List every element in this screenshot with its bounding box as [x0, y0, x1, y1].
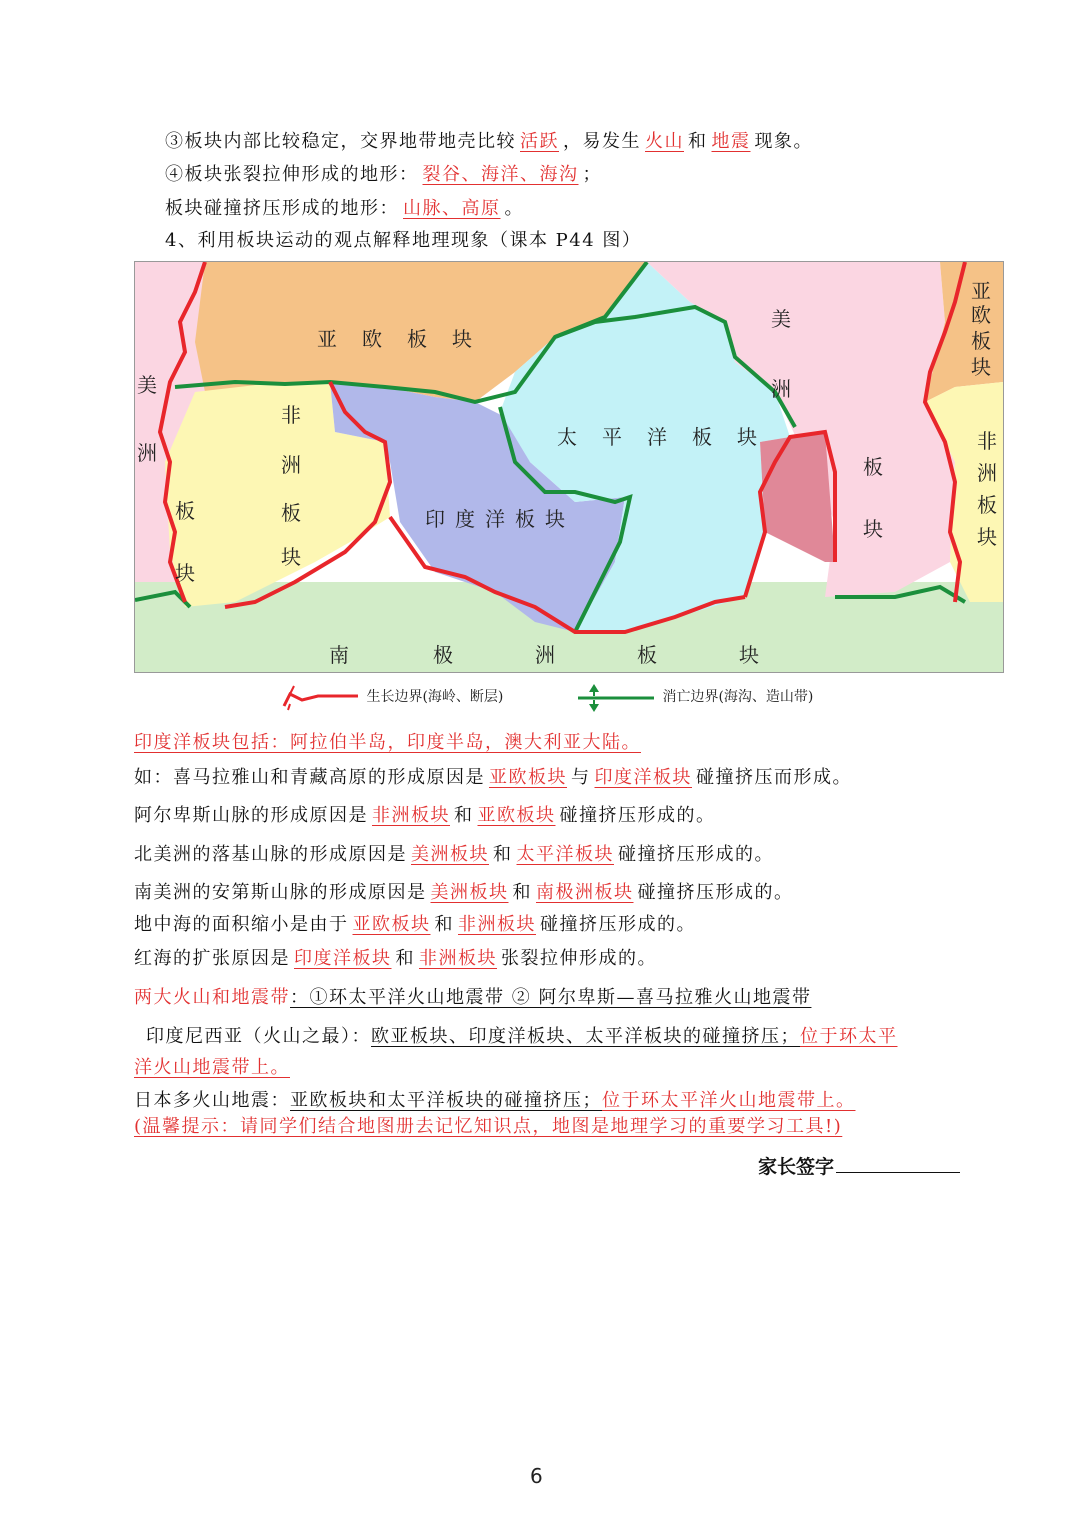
- subduction-boundary-icon: [574, 682, 658, 712]
- text: 北美洲的落基山脉的形成原因是: [134, 844, 407, 865]
- answer: 非洲板块: [372, 805, 450, 826]
- answer: 太平洋板块: [516, 844, 614, 865]
- answer: 非洲板块: [458, 914, 536, 935]
- label-char: 美: [137, 373, 157, 397]
- plate-map: [134, 261, 1004, 673]
- answer-active: 活跃: [520, 131, 559, 152]
- himalaya-line: [134, 766, 852, 790]
- label-char: 块: [977, 525, 997, 549]
- growth-boundary-icon: [278, 682, 362, 712]
- answer: 亚欧板块: [352, 914, 431, 935]
- tip-text: (温馨提示：请同学们结合地图册去记忆知识点，地图是地理学习的重要学习工具!): [134, 1116, 843, 1137]
- label-char: 块: [971, 355, 991, 379]
- label-char: 洋: [647, 425, 667, 449]
- page-number: 6: [530, 1464, 543, 1488]
- text: ④板块张裂拉伸形成的地形：: [165, 164, 419, 185]
- legend-growth-label: 生长边界(海岭、断层): [366, 689, 504, 705]
- label-char: 亚: [317, 327, 337, 351]
- label-char: 板: [977, 493, 997, 517]
- location: 位于环太平: [800, 1026, 898, 1047]
- answer-mountains: 山脉、高原: [403, 198, 501, 219]
- text: 碰撞挤压形成的。: [559, 805, 716, 826]
- label-char: 块: [452, 327, 472, 351]
- cause: 欧亚板块、印度洋板块、太平洋板块的碰撞挤压；: [371, 1026, 800, 1047]
- text: 板块碰撞挤压形成的地形：: [165, 198, 399, 219]
- point-3-line: [165, 130, 813, 154]
- text: 和: [454, 805, 474, 826]
- label-char: 块: [737, 425, 757, 449]
- label-char: 块: [281, 545, 301, 569]
- answer-rift: 裂谷、海洋、海沟: [422, 164, 579, 185]
- red-sea-line: [134, 947, 657, 971]
- legend-subduction: [574, 682, 813, 712]
- label-char: 板: [175, 499, 195, 523]
- label-char: 块: [863, 517, 883, 541]
- label-char: 洲: [977, 461, 997, 485]
- andes-line: [134, 881, 794, 905]
- answer: 非洲板块: [419, 948, 497, 969]
- nazca-plate-region: [760, 432, 835, 562]
- indian-plate-includes: [134, 731, 641, 755]
- rockies-line: [134, 843, 774, 867]
- belts-label: 两大火山和地震带: [134, 987, 290, 1008]
- point-4-line: [165, 163, 602, 187]
- text: 与: [571, 767, 591, 788]
- collision-landform-line: [165, 197, 524, 221]
- label-char: 板: [971, 329, 991, 353]
- label-char: 板: [692, 425, 712, 449]
- answer: 印度洋板块: [594, 767, 692, 788]
- answer: 亚欧板块: [477, 805, 556, 826]
- label-char: 欧: [362, 327, 382, 351]
- answer: 美洲板块: [411, 844, 489, 865]
- label-char: 欧: [971, 303, 991, 327]
- label-char: 板: [515, 507, 535, 531]
- label-char: 块: [175, 561, 195, 585]
- text: 南美洲的安第斯山脉的形成原因是: [134, 882, 427, 903]
- label-char: 美: [771, 307, 791, 331]
- label-char: 洋: [485, 507, 505, 531]
- text: 阿尔卑斯山脉的形成原因是: [134, 805, 368, 826]
- text: 和: [493, 844, 513, 865]
- legend-growth: [278, 682, 503, 712]
- label-char: 非: [977, 429, 997, 453]
- label-char: 洲: [281, 453, 301, 477]
- label-char: 块: [545, 507, 565, 531]
- text: 和: [395, 948, 415, 969]
- label-char: 洲: [137, 441, 157, 465]
- label-char: 非: [281, 403, 301, 427]
- text: ；: [582, 164, 602, 185]
- label-char: 洲: [535, 643, 555, 667]
- label-eurasia-right: [971, 279, 991, 379]
- label-char: 块: [739, 643, 759, 667]
- japan-line: [134, 1089, 856, 1113]
- label-char: 板: [863, 455, 883, 479]
- text: 日本多火山地震：: [134, 1090, 290, 1111]
- text: 和: [512, 882, 532, 903]
- alps-line: [134, 804, 716, 828]
- label-char: 度: [455, 507, 475, 531]
- text: 和: [688, 131, 708, 152]
- indonesia-line: [146, 1025, 898, 1049]
- text: ③板块内部比较稳定，交界地带地壳比较: [165, 131, 516, 152]
- answer: 南极洲板块: [536, 882, 634, 903]
- label-char: 亚: [971, 279, 991, 303]
- mediterranean-line: [134, 913, 696, 937]
- label-char: 板: [281, 501, 301, 525]
- answer: 亚欧板块: [489, 767, 567, 788]
- belts-text: ：①环太平洋火山地震带 ② 阿尔卑斯—喜马拉雅火山地震带: [290, 987, 812, 1008]
- text: 张裂拉伸形成的。: [501, 948, 657, 969]
- answer-earthquake: 地震: [711, 131, 751, 152]
- text: 现象。: [754, 131, 813, 152]
- answer-volcano: 火山: [645, 131, 684, 152]
- text: 如：喜马拉雅山和青藏高原的形成原因是: [134, 767, 485, 788]
- volcano-belts-line: [134, 986, 811, 1010]
- tip-line: [134, 1115, 842, 1139]
- label-char: 太: [557, 425, 577, 449]
- cause: 亚欧板块和太平洋板块的碰撞挤压；: [290, 1090, 602, 1111]
- location: 位于环太平洋火山地震带上。: [602, 1090, 856, 1111]
- signature-field[interactable]: [836, 1154, 960, 1173]
- label-char: 板: [637, 643, 657, 667]
- location: 洋火山地震带上。: [134, 1057, 290, 1078]
- text: 地中海的面积缩小是由于: [134, 914, 349, 935]
- answer: 印度洋板块: [294, 948, 392, 969]
- text: 碰撞挤压而形成。: [696, 767, 852, 788]
- text: 印度尼西亚（火山之最）：: [146, 1026, 371, 1047]
- text: 印度洋板块包括：阿拉伯半岛，印度半岛，澳大利亚大陆。: [134, 732, 641, 753]
- signature-label: 家长签字: [758, 1156, 835, 1178]
- indonesia-line-2: [134, 1056, 290, 1080]
- plate-map-svg: [135, 262, 1003, 672]
- text: ，易发生: [563, 131, 641, 152]
- section-4-heading: [165, 229, 641, 253]
- label-char: 极: [433, 643, 453, 667]
- text: 碰撞挤压形成的。: [540, 914, 696, 935]
- text: 红海的扩张原因是: [134, 948, 290, 969]
- answer: 美洲板块: [430, 882, 509, 903]
- text: 碰撞挤压形成的。: [637, 882, 794, 903]
- parent-signature: [758, 1152, 960, 1179]
- label-char: 平: [602, 425, 622, 449]
- text: 碰撞挤压形成的。: [618, 844, 774, 865]
- heading-text: 4、利用板块运动的观点解释地理现象（课本 P44 图）: [165, 230, 642, 251]
- text: 。: [504, 198, 524, 219]
- label-char: 洲: [771, 377, 791, 401]
- text: 和: [434, 914, 454, 935]
- label-char: 印: [425, 507, 445, 531]
- legend-subduction-label: 消亡边界(海沟、造山带): [662, 689, 814, 705]
- label-char: 板: [407, 327, 427, 351]
- label-char: 南: [329, 643, 349, 667]
